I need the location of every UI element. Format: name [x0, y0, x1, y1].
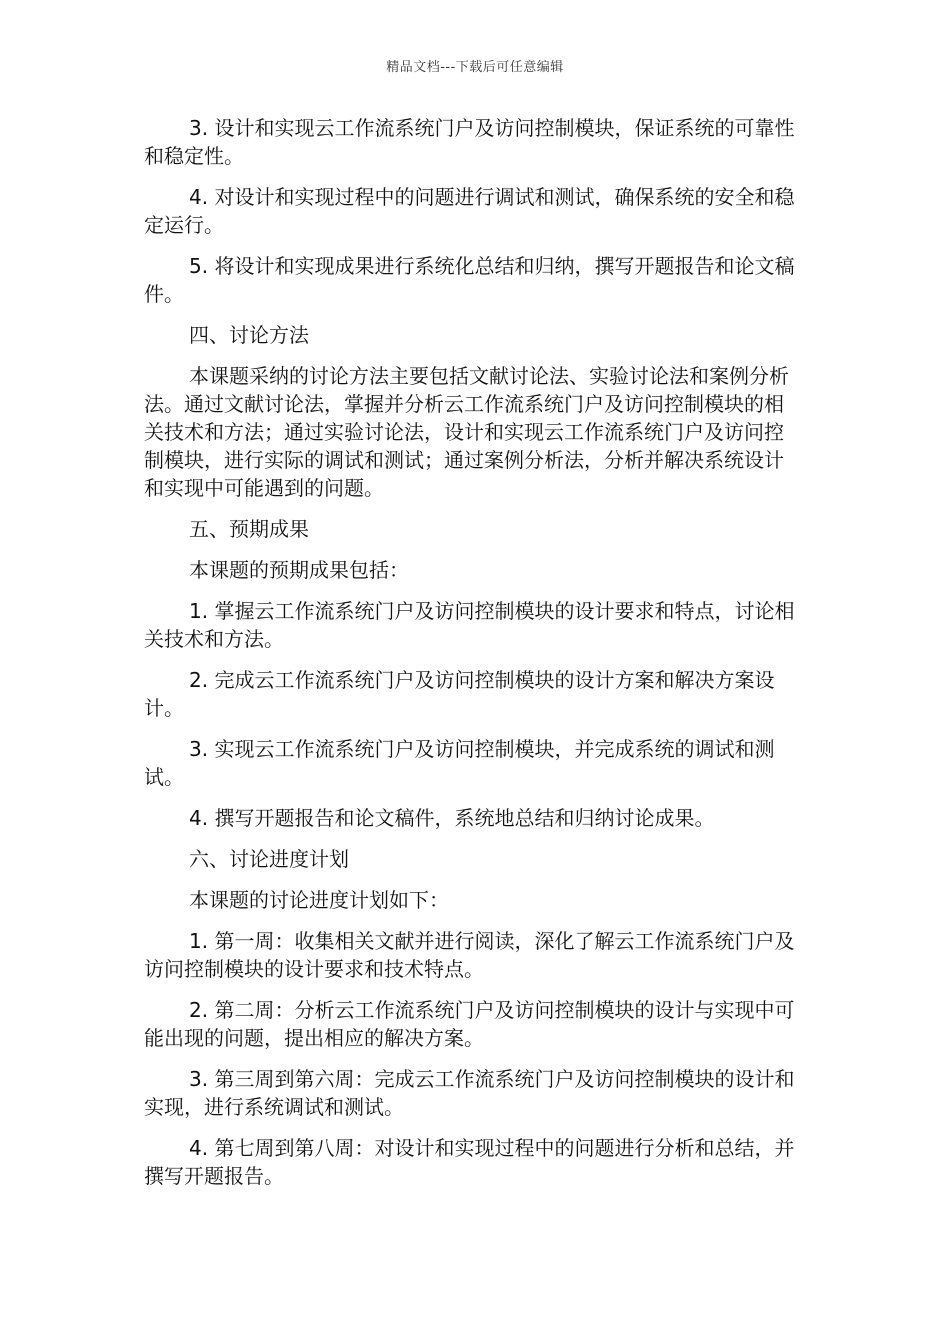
schedule-item: 4. 第七周到第八周：对设计和实现过程中的问题进行分析和总结，并撰写开题报告。: [144, 1136, 795, 1188]
section-4-body: 本课题采纳的讨论方法主要包括文献讨论法、实验讨论法和案例分析法。通过文献讨论法，掌握并分析云工作流系统门户及访问控制模块的相关技术和方法；通过实验讨论法，设计和实现云工作流系统门户及访问控制模块，进行实际的调试和测试；通过案例分析法，分析并解决系统设计和实现中可能遇到的问题。: [144, 364, 789, 500]
section-5-intro: 本课题的预期成果包括：: [189, 558, 409, 582]
section-6-heading: 六、讨论进度计划: [189, 847, 349, 871]
page-header: 精品文档---下载后可任意编辑: [386, 60, 564, 75]
document-body: [144, 114, 802, 1203]
section-5-heading: 五、预期成果: [189, 517, 309, 541]
schedule-item: 2. 第二周：分析云工作流系统门户及访问控制模块的设计与实现中可能出现的问题，提出相应的解决方案。: [144, 998, 795, 1050]
expected-result-item: 1. 掌握云工作流系统门户及访问控制模块的设计要求和特点，讨论相关技术和方法。: [144, 599, 795, 651]
schedule-item: 1. 第一周：收集相关文献并进行阅读，深化了解云工作流系统门户及访问控制模块的设计要求和技术特点。: [144, 929, 795, 981]
schedule-item: 3. 第三周到第六周：完成云工作流系统门户及访问控制模块的设计和实现，进行系统调试和测试。: [144, 1067, 795, 1119]
expected-result-item: 3. 实现云工作流系统门户及访问控制模块，并完成系统的调试和测试。: [144, 737, 775, 789]
objective-item-5: 5. 将设计和实现成果进行系统化总结和归纳，撰写开题报告和论文稿件。: [144, 254, 795, 306]
objective-item-3: 3. 设计和实现云工作流系统门户及访问控制模块，保证系统的可靠性和稳定性。: [144, 116, 795, 168]
section-4-heading: 四、讨论方法: [189, 323, 309, 347]
expected-result-item: 2. 完成云工作流系统门户及访问控制模块的设计方案和解决方案设计。: [144, 668, 775, 720]
expected-result-item: 4. 撰写开题报告和论文稿件，系统地总结和归纳讨论成果。: [189, 806, 715, 830]
objective-item-4: 4. 对设计和实现过程中的问题进行调试和测试，确保系统的安全和稳定运行。: [144, 185, 795, 237]
section-6-intro: 本课题的讨论进度计划如下：: [189, 888, 449, 912]
